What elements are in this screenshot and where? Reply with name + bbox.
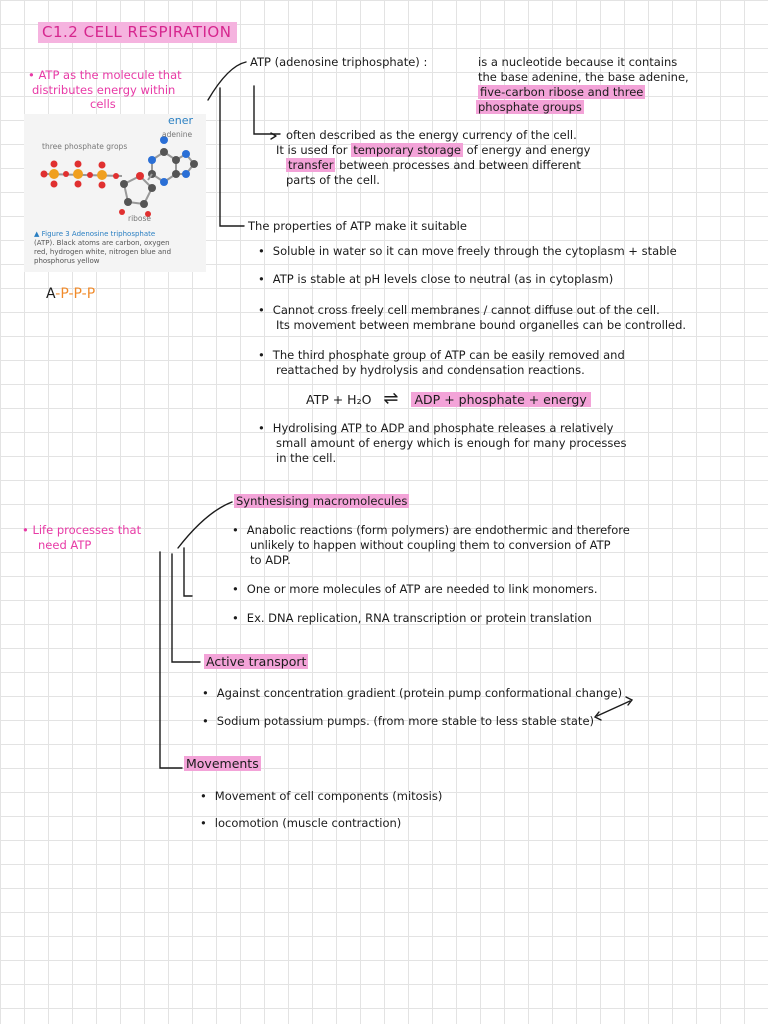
page-title: C1.2 CELL RESPIRATION [38,22,237,43]
connector-synth-short [184,548,192,596]
energy-line-4: parts of the cell. [286,173,380,187]
adenine-rings [148,136,198,186]
caption-line-1: (ATP). Black atoms are carbon, oxygen [34,239,170,247]
atp-note-line-1: • ATP as the molecule that [28,68,182,82]
properties-heading: The properties of ATP make it suitable [248,219,467,233]
double-arrow [597,701,630,716]
atp-formula: A-P-P-P [46,286,96,302]
bracket-curve-atp [208,62,246,100]
bracket-curve-life [178,502,232,548]
caption-line-3: phosphorus yellow [34,257,100,265]
figure-caption [34,230,171,266]
hydrolysis-equation [306,388,591,409]
equation-right: ADP + phosphate + energy [411,392,591,407]
equation-left: ATP + H₂O [306,392,372,407]
connector-active [172,554,200,662]
active-heading: Active transport [206,654,307,669]
atp-def-line-1: is a nucleotide because it contains [478,55,678,69]
caption-triangle-icon: ▲ [34,230,40,238]
life-note-line-1: • Life processes that [22,523,142,537]
movements-heading: Movements [186,756,259,771]
property-bullet-5b: small amount of energy which is enough for many processes [276,436,627,450]
life-note-line-2: need ATP [38,538,92,552]
energy-line-3: transfer between processes and between different [288,158,581,172]
synth-heading: Synthesising macromolecules [236,494,408,508]
caption-title: Figure 3 Adenosine triphosphate [41,230,156,238]
synth-bullet-3: • Ex. DNA replication, RNA transcription or protein translation [232,611,592,626]
property-bullet-1: • Soluble in water so it can move freely through the cytoplasm + stable [258,244,677,259]
property-bullet-5a: • Hydrolising ATP to ADP and phosphate releases a relatively [258,421,613,436]
phosphate-groups [41,161,123,189]
energy-line-2: It is used for temporary storage of energy and energy [276,143,591,157]
movements-bullet-1: • Movement of cell components (mitosis) [200,789,442,804]
synth-bullet-1c: to ADP. [250,553,291,567]
ribose-ring [119,172,156,217]
figure-ener-text: ener [168,114,194,127]
property-bullet-3a: • Cannot cross freely cell membranes / cannot diffuse out of the cell. [258,303,660,318]
active-bullet-2: • Sodium potassium pumps. (from more stable to less stable state) [202,714,594,729]
atp-def-line-4: phosphate groups [478,100,582,114]
connector-movements [160,552,182,768]
figure-label-adenine: adenine [162,130,193,139]
atp-note-line-3: cells [90,97,116,111]
movements-bullet-2: • locomotion (muscle contraction) [200,816,401,831]
energy-line-1: often described as the energy currency of the cell. [286,128,577,142]
synth-bullet-1a: • Anabolic reactions (form polymers) are endothermic and therefore [232,523,630,538]
synth-bullet-1b: unlikely to happen without coupling them to conversion of ATP [250,538,611,552]
property-bullet-3b: Its movement between membrane bound organelles can be controlled. [276,318,687,332]
atp-def-line-3: five-carbon ribose and three [480,85,644,99]
property-bullet-4b: reattached by hydrolysis and condensation reactions. [276,363,585,377]
atp-def-line-2: the base adenine, the base adenine, [478,70,689,84]
connector-energy [254,86,280,134]
equilibrium-arrow-icon: ⇌ [383,388,399,409]
figure-label-ribose: ribose [128,214,152,223]
property-bullet-5c: in the cell. [276,451,337,465]
property-bullet-4a: • The third phosphate group of ATP can be easily removed and [258,348,625,363]
property-bullet-2: • ATP is stable at pH levels close to neutral (as in cytoplasm) [258,272,613,287]
caption-line-2: red, hydrogen white, nitrogen blue and [34,248,172,256]
figure-label-phosphate: three phosphate grops [42,142,128,151]
connector-properties [220,88,244,226]
synth-bullet-2: • One or more molecules of ATP are needed to link monomers. [232,582,598,597]
atp-def-lead: ATP (adenosine triphosphate) : [250,55,428,69]
atp-note-line-2: distributes energy within [32,83,176,97]
active-bullet-1: • Against concentration gradient (protein pump conformational change) [202,686,622,701]
